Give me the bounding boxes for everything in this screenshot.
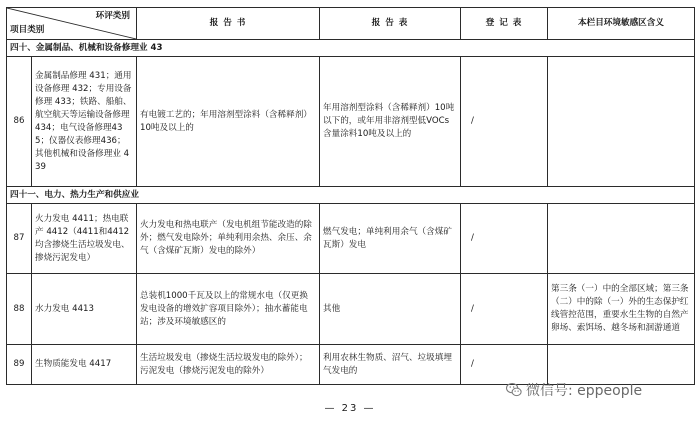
project-category: 生物质能发电 4417 <box>32 345 137 385</box>
registration-cell: / <box>461 57 548 187</box>
report-book-cell: 生活垃圾发电（掺烧生活垃圾发电的除外）；污泥发电（掺烧污泥发电的除外） <box>137 345 320 385</box>
table-row <box>7 345 695 385</box>
registration-cell: / <box>461 274 548 345</box>
registration-header: 登 记 表 <box>461 8 548 40</box>
table-row <box>7 204 695 274</box>
project-category: 金属制品修理 431；通用设备修理 432；专用设备修理 433；铁路、船舶、航空航天等运输设备修理434；电气设备修理435；仪器仪表修理436；其他机械和设备修理业 439 <box>32 57 137 187</box>
diagonal-header-cell <box>7 8 137 40</box>
table-row <box>7 274 695 345</box>
env-category-label: 环评类别 <box>95 11 130 21</box>
report-table-cell: 年用溶剂型涂料（含稀释剂）10吨以下的，或年用非溶剂型低VOCs含量涂料10吨及以上的 <box>320 57 461 187</box>
row-number: 88 <box>7 274 32 345</box>
wechat-icon <box>505 381 523 399</box>
report-book-cell: 总装机1000千瓦及以上的常规水电（仅更换发电设备的增效扩容项目除外）；抽水蓄能电站；涉及环境敏感区的 <box>137 274 320 345</box>
sensitive-area-header: 本栏目环境敏感区含义 <box>548 8 695 40</box>
sensitive-area-cell <box>548 345 695 385</box>
project-category: 水力发电 4413 <box>32 274 137 345</box>
report-book-header: 报 告 书 <box>137 8 320 40</box>
registration-cell: / <box>461 345 548 385</box>
section-title: 四十、金属制品、机械和设备修理业 43 <box>7 40 695 57</box>
row-number: 89 <box>7 345 32 385</box>
eia-category-table <box>6 7 695 385</box>
registration-cell: / <box>461 204 548 274</box>
row-number: 86 <box>7 57 32 187</box>
project-category: 火力发电 4411；热电联产 4412（4411和4412均含掺烧生活垃圾发电、掺烧污泥发电） <box>32 204 137 274</box>
report-table-cell: 燃气发电；单纯利用余气（含煤矿瓦斯）发电 <box>320 204 461 274</box>
section-title: 四十一、电力、热力生产和供应业 <box>7 187 695 204</box>
project-category-label: 项目类别 <box>10 25 45 35</box>
page-number: — 23 — <box>324 403 376 414</box>
wechat-watermark <box>505 380 642 400</box>
table-row <box>7 57 695 187</box>
sensitive-area-cell: 第三条（一）中的全部区域；第三条（二）中的除（一）外的生态保护红线管控范围，重要水生生物的自然产卵场、索饵场、越冬场和洄游通道 <box>548 274 695 345</box>
report-table-cell: 利用农林生物质、沼气、垃圾填埋气发电的 <box>320 345 461 385</box>
report-table-cell: 其他 <box>320 274 461 345</box>
section-row <box>7 187 695 204</box>
sensitive-area-cell <box>548 204 695 274</box>
sensitive-area-cell <box>548 57 695 187</box>
row-number: 87 <box>7 204 32 274</box>
report-table-header: 报 告 表 <box>320 8 461 40</box>
header-row <box>7 8 695 40</box>
watermark-text: 微信号: eppeople <box>526 383 643 399</box>
section-row <box>7 40 695 57</box>
report-book-cell: 有电镀工艺的；年用溶剂型涂料（含稀释剂）10吨及以上的 <box>137 57 320 187</box>
report-book-cell: 火力发电和热电联产（发电机组节能改造的除外；燃气发电除外；单纯利用余热、余压、余气（含煤矿瓦斯）发电的除外） <box>137 204 320 274</box>
